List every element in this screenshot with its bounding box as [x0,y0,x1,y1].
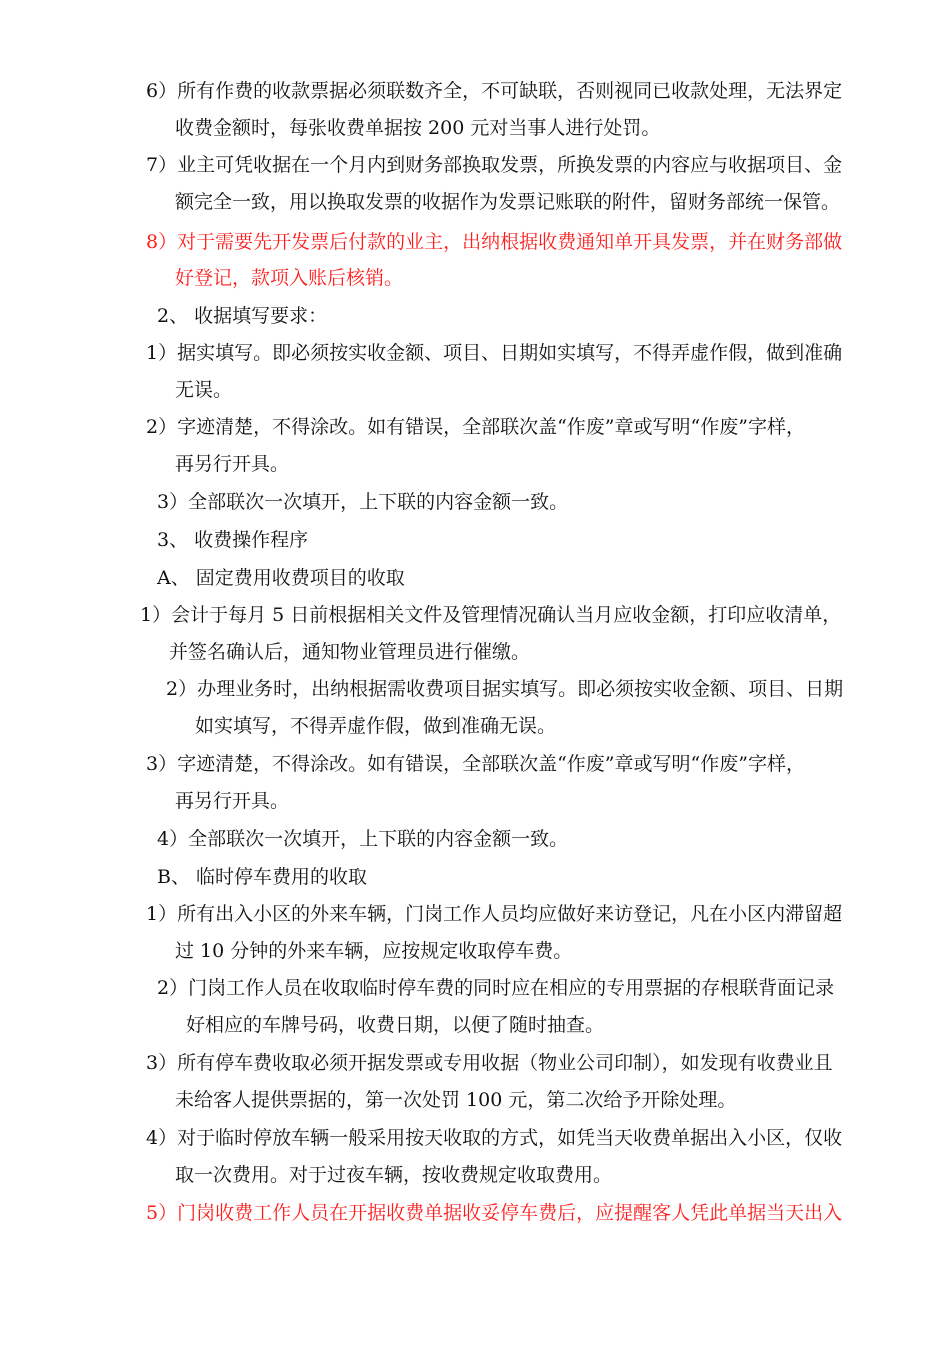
text-line: 1）所有出入小区的外来车辆，门岗工作人员均应做好来访登记，凡在小区内滞留超 [146,903,843,925]
text-line: 好相应的车牌号码，收费日期，以便了随时抽查。 [186,1014,605,1036]
text-line: 额完全一致，用以换取发票的收据作为发票记账联的附件，留财务部统一保管。 [175,191,841,213]
text-line: 7）业主可凭收据在一个月内到财务部换取发票，所换发票的内容应与收据项目、金 [146,154,843,176]
text-line: 再另行开具。 [175,790,290,812]
text-line: 2）字迹清楚，不得涂改。如有错误，全部联次盖“作废”章或写明“作废”字样， [146,416,805,438]
text-line: 4）全部联次一次填开，上下联的内容金额一致。 [157,828,569,850]
section-heading: 2、 收据填写要求： [157,305,328,327]
text-line: 未给客人提供票据的，第一次处罚 100 元，第二次给予开除处理。 [175,1089,737,1111]
text-line-highlighted: 5）门岗收费工作人员在开据收费单据收妥停车费后，应提醒客人凭此单据当天出入 [146,1202,843,1224]
text-line: 无误。 [175,379,233,401]
text-line: 收费金额时，每张收费单据按 200 元对当事人进行处罚。 [175,117,661,139]
text-line: 3）所有停车费收取必须开据发票或专用收据（物业公司印制），如发现有收费业且 [146,1052,833,1074]
text-line: 并签名确认后，通知物业管理员进行催缴。 [169,641,531,663]
subsection-heading: A、 固定费用收费项目的收取 [157,567,405,589]
section-heading: 3、 收费操作程序 [157,529,309,551]
text-line: 如实填写，不得弄虚作假，做到准确无误。 [195,715,557,737]
text-line: 1）据实填写。即必须按实收金额、项目、日期如实填写，不得弄虚作假，做到准确 [146,342,843,364]
text-line: 取一次费用。对于过夜车辆，按收费规定收取费用。 [175,1164,613,1186]
text-line: 3）字迹清楚，不得涂改。如有错误，全部联次盖“作废”章或写明“作废”字样， [146,753,805,775]
text-line: 1）会计于每月 5 日前根据相关文件及管理情况确认当月应收金额，打印应收清单， [140,604,842,626]
subsection-heading: B、 临时停车费用的收取 [157,866,368,888]
text-line: 2）办理业务时，出纳根据需收费项目据实填写。即必须按实收金额、项目、日期 [166,678,844,700]
text-line: 4）对于临时停放车辆一般采用按天收取的方式，如凭当天收费单据出入小区，仅收 [146,1127,843,1149]
text-line-highlighted: 8）对于需要先开发票后付款的业主，出纳根据收费通知单开具发票，并在财务部做 [146,231,843,253]
text-line-highlighted: 好登记，款项入账后核销。 [175,267,404,289]
text-line: 2）门岗工作人员在收取临时停车费的同时应在相应的专用票据的存根联背面记录 [157,977,835,999]
text-line: 再另行开具。 [175,453,290,475]
text-line: 3）全部联次一次填开，上下联的内容金额一致。 [157,491,569,513]
text-line: 6）所有作费的收款票据必须联数齐全，不可缺联，否则视同已收款处理，无法界定 [146,80,843,102]
text-line: 过 10 分钟的外来车辆，应按规定收取停车费。 [175,940,573,962]
